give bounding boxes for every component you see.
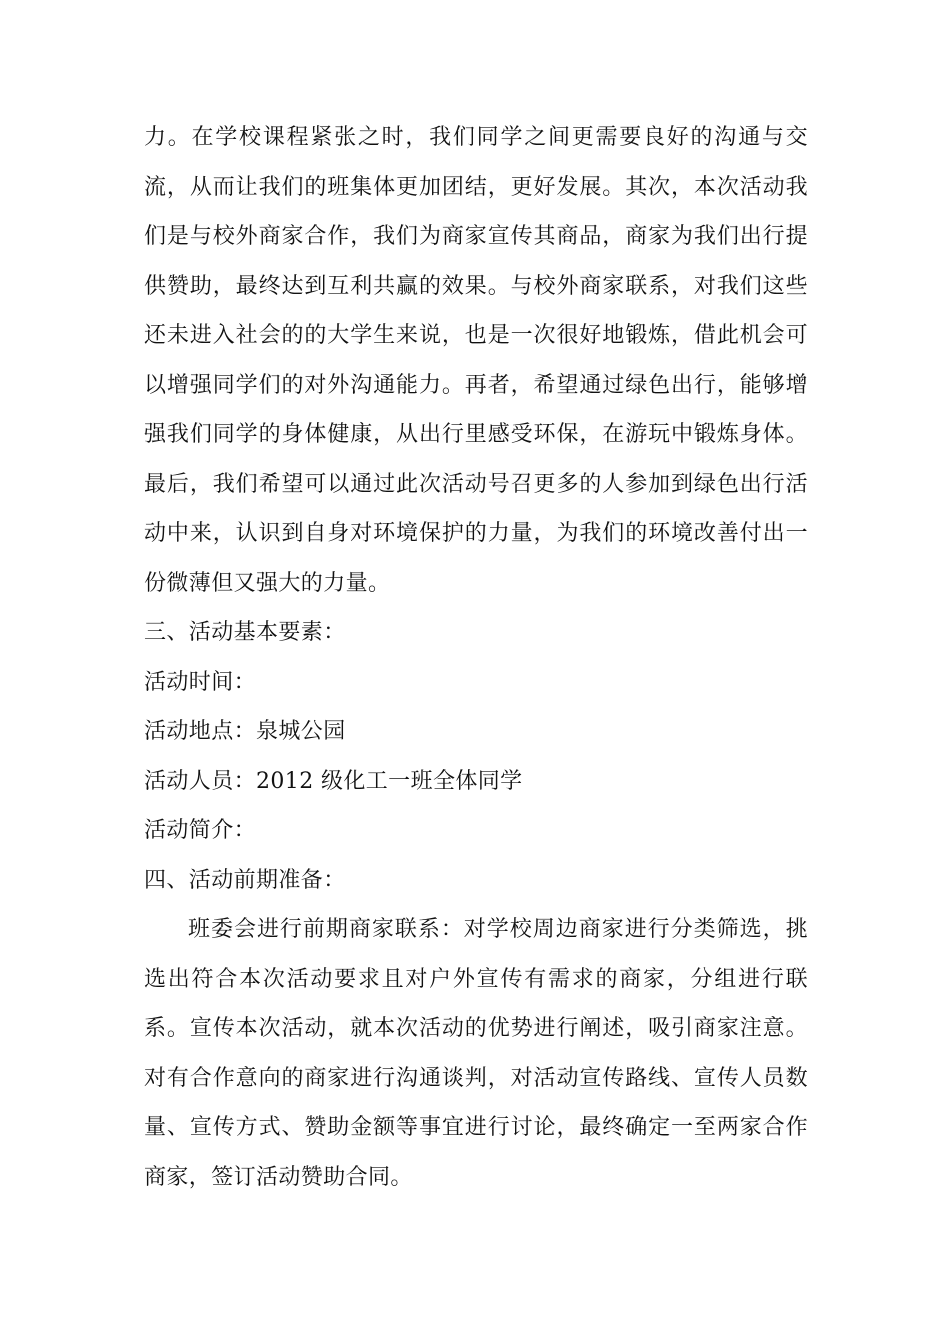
field-activity-location: 活动地点：泉城公园 [144,719,346,744]
body-paragraph-preparation: 班委会进行前期商家联系：对学校周边商家进行分类筛选，挑选出符合本次活动要求且对户外宣传有需求的商家，分组进行联系。宣传本次活动，就本次活动的优势进行阐述，吸引商家注意。对有合作意向的商家进行沟通谈判，对活动宣传路线、宣传人员数量、宣传方式、赞助金额等事宜进行讨论，最终确定一至两家合作商家，签订活动赞助合同。 [144,917,808,1190]
field-activity-summary: 活动简介： [144,818,257,843]
section-heading-preparation: 四、活动前期准备： [144,867,346,893]
section-heading-basic-elements: 三、活动基本要素： [144,620,346,645]
field-activity-participants: 活动人员：2012 级化工一班全体同学 [144,768,523,794]
field-activity-time: 活动时间： [144,669,257,695]
body-paragraph-purpose: 力。在学校课程紧张之时，我们同学之间更需要良好的沟通与交流，从而让我们的班集体更加团结，更好发展。其次，本次活动我们是与校外商家合作，我们为商家宣传其商品，商家为我们出行提供赞助，最终达到互利共赢的效果。与校外商家联系，对我们这些还未进入社会的的大学生来说，也是一次很好地锻炼，借此机会可以增强同学们的对外沟通能力。再者，希望通过绿色出行，能够增强我们同学的身体健康，从出行里感受环保，在游玩中锻炼身体。最后，我们希望可以通过此次活动号召更多的人参加到绿色出行活动中来，认识到自身对环境保护的力量，为我们的环境改善付出一份微薄但又强大的力量。 [144,125,808,596]
document-page [144,113,808,1202]
